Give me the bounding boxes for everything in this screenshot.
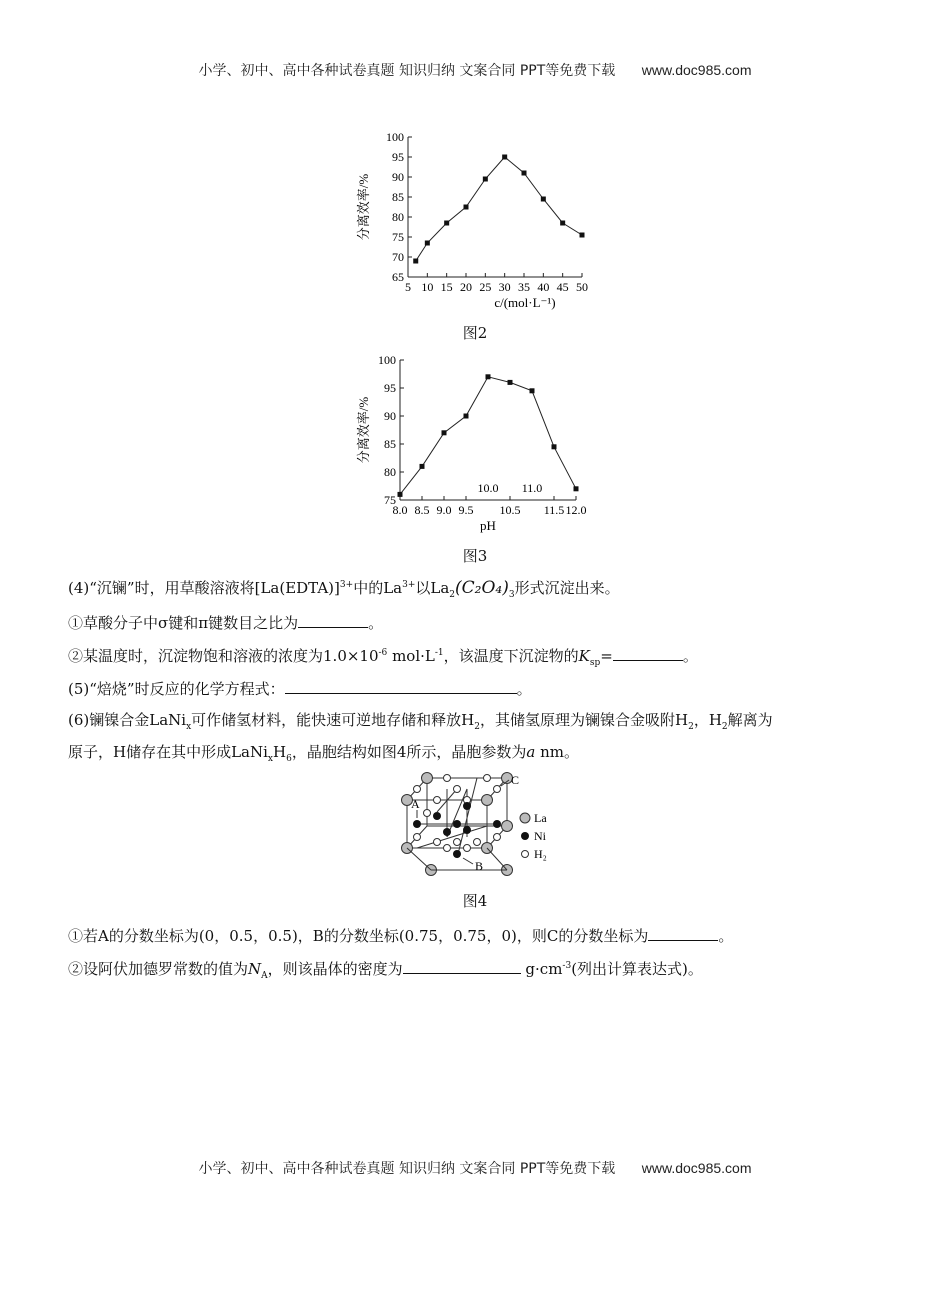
legend-la: La (534, 811, 547, 825)
series-line (400, 377, 576, 495)
data-point (464, 205, 469, 210)
q6-sub2: ②设阿伏加德罗常数的值为$N_A$，则该晶体的密度为 $g\cdot cm^{-3}$(列出计算表达式)。 (68, 960, 703, 981)
data-point (486, 374, 491, 379)
y-tick-label: 85 (392, 190, 404, 204)
data-point (398, 492, 403, 497)
x-tick-label: 20 (460, 280, 472, 294)
data-point (413, 259, 418, 264)
q4-intro: (4)“沉镧”时，用草酸溶液将[La(EDTA)]$^{3+}$中的$La^{3+}$以$La_2(C_2O_4)_3$形式沉淀出来。 (68, 578, 620, 600)
x-tick-label: 35 (518, 280, 530, 294)
y-tick-label: 80 (392, 210, 404, 224)
figure-3-chart (350, 348, 600, 537)
figure-4-crystal (395, 768, 565, 884)
footer-text: 小学、初中、高中各种试卷真题 知识归纳 文案合同 PPT等免费下载 (198, 1161, 616, 1177)
x-tick-label: 10.5 (499, 503, 521, 517)
x-tick-label: 9.0 (436, 503, 452, 517)
y-tick-label: 70 (392, 250, 404, 264)
data-point (464, 414, 469, 419)
x-tick-label: 9.5 (458, 503, 474, 517)
q5: (5)“焙烧”时反应的化学方程式： 。 (68, 680, 532, 698)
data-point (552, 444, 557, 449)
series-line (416, 157, 582, 261)
answer-blank[interactable] (613, 645, 683, 661)
y-tick-label: 75 (392, 230, 404, 244)
x-tick-label: 15 (440, 280, 453, 294)
q6-line2: 原子，H储存在其中形成$LaNi_xH_6$，晶胞结构如图4所示，晶胞参数为a nm。 (68, 743, 579, 764)
x-tick-label: 11.5 (543, 503, 565, 517)
figure-2-chart (350, 125, 600, 319)
q4-sub1: ①草酸分子中σ键和π键数目之比为 。 (68, 614, 384, 632)
label-c: C (511, 773, 520, 787)
x-axis-label: c/(mol·L⁻¹) (494, 295, 556, 310)
crystal-cell-diagram (395, 768, 565, 880)
y-tick-label: 75 (384, 493, 396, 507)
data-point (522, 171, 527, 176)
y-axis-label: 分离效率/% (356, 173, 371, 241)
y-tick-label: 95 (384, 381, 396, 395)
y-tick-label: 65 (392, 270, 404, 284)
x-tick-label: 50 (576, 280, 588, 294)
data-point (574, 486, 579, 491)
figure-2-caption: 图2 (462, 324, 488, 342)
label-a: A (411, 797, 420, 811)
data-point (580, 233, 585, 238)
x-tick-label: 8.5 (414, 503, 430, 517)
figure-3-caption: 图3 (462, 547, 488, 565)
y-tick-label: 90 (392, 170, 404, 184)
y-tick-label: 90 (384, 409, 396, 423)
answer-blank[interactable] (285, 678, 517, 694)
y-tick-label: 100 (378, 353, 396, 367)
q6-sub1: ①若A的分数坐标为(0，0.5，0.5)，B的分数坐标(0.75，0.75，0)，则C的分数坐标为 。 (68, 927, 734, 945)
data-point (502, 155, 507, 160)
data-point (483, 177, 488, 182)
x-tick-label: 25 (479, 280, 492, 294)
page-header (0, 60, 950, 80)
arrow-b (463, 858, 473, 864)
y-tick-label: 80 (384, 465, 396, 479)
x-inner-label: 11.0 (521, 481, 543, 495)
data-point (530, 388, 535, 393)
data-point (420, 464, 425, 469)
legend-ni-swatch (521, 832, 529, 840)
x-tick-label: 40 (537, 280, 550, 294)
footer-url[interactable]: www.doc985.com (641, 1160, 752, 1176)
x-tick-label: 5 (405, 280, 411, 294)
q4-sub2: ②某温度时，沉淀物饱和溶液的浓度为$1.0\times 10^{-6}$ $mol\cdot L^{-1}$，该温度下沉淀物的$K_{sp}=$ 。 (68, 647, 698, 668)
x-tick-label: 10 (421, 280, 434, 294)
header-text: 小学、初中、高中各种试卷真题 知识归纳 文案合同 PPT等免费下载 (198, 63, 616, 79)
x-tick-label: 45 (556, 280, 569, 294)
x-tick-label: 12.0 (565, 503, 587, 517)
figure-4-caption: 图4 (462, 892, 488, 910)
x-tick-label: 8.0 (392, 503, 408, 517)
legend-h2: H₂ (534, 847, 547, 861)
label-b: B (475, 859, 484, 873)
x-tick-label: 30 (498, 280, 511, 294)
data-point (560, 221, 565, 226)
chart-2-svg (350, 125, 600, 315)
header-url[interactable]: www.doc985.com (641, 62, 752, 78)
legend-ni: Ni (534, 829, 546, 843)
x-axis-label: pH (480, 518, 496, 533)
answer-blank[interactable] (403, 958, 521, 974)
data-point (541, 197, 546, 202)
answer-blank[interactable] (298, 612, 368, 628)
data-point (508, 380, 513, 385)
data-point (444, 221, 449, 226)
page-footer (0, 1158, 950, 1178)
y-tick-label: 100 (386, 130, 404, 144)
chart-3-svg (350, 348, 600, 533)
answer-blank[interactable] (648, 925, 718, 941)
q6-line1: (6)镧镍合金LaNi$_x$可作储氢材料，能快速可逆地存储和释放$H_2$，其储氢原理为镧镍合金吸附$H_2$，$H_2$解离为 (68, 711, 773, 732)
y-tick-label: 85 (384, 437, 396, 451)
y-axis-label: 分离效率/% (356, 396, 371, 464)
data-point (442, 430, 447, 435)
data-point (425, 241, 430, 246)
y-tick-label: 95 (392, 150, 404, 164)
legend-la-swatch (520, 813, 530, 823)
legend-h2-swatch (522, 851, 529, 858)
x-inner-label: 10.0 (477, 481, 499, 495)
